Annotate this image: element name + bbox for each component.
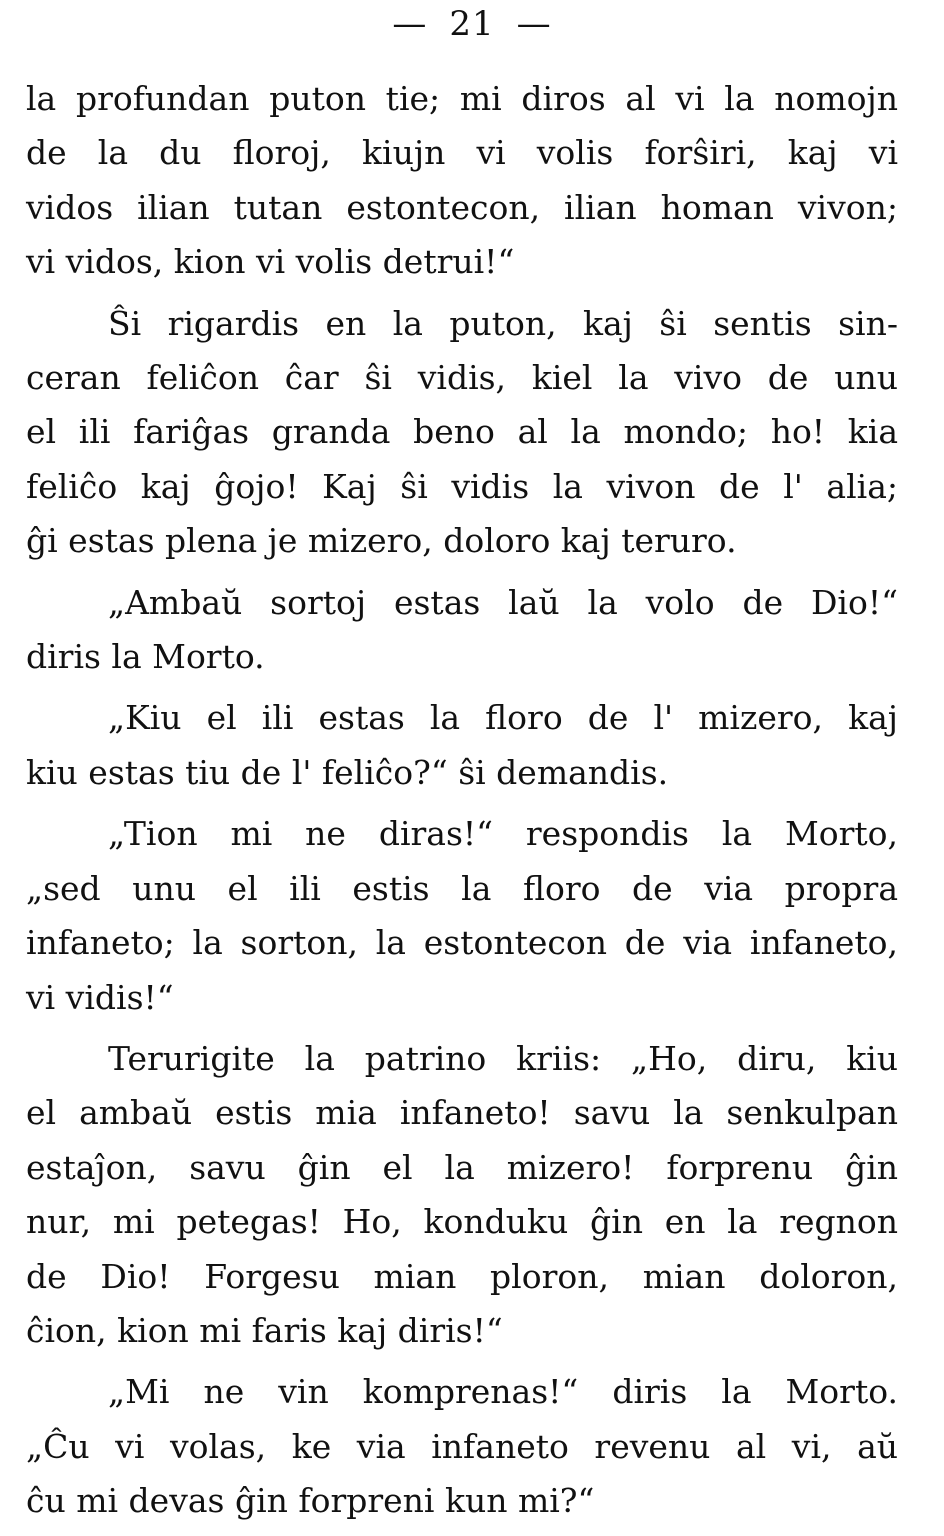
text-line: diris la Morto. [26, 637, 265, 677]
text-line: Terurigite la patrino kriis: „Ho, diru, kiu [108, 1038, 898, 1078]
text-line: el ili fariĝas granda beno al la mondo; ho! kia [26, 412, 898, 452]
paragraph [26, 807, 898, 1025]
header-dash-left: — [392, 4, 428, 44]
text-line: „sed unu el ili estis la floro de via propra [26, 868, 898, 908]
text-line: feliĉo kaj ĝojo! Kaj ŝi vidis la vivon de l' alia; [26, 466, 898, 506]
text-line: de Dio! Forgesu mian ploron, mian doloron, [26, 1256, 898, 1296]
paragraph [26, 297, 898, 569]
paragraph [26, 1365, 898, 1528]
text-line: estaĵon, savu ĝin el la mizero! forprenu ĝin [26, 1147, 898, 1187]
paragraph [26, 1032, 898, 1358]
text-line: de la du floroj, kiujn vi volis forŝiri, kaj vi [26, 133, 898, 173]
text-line: la profundan puton tie; mi diros al vi la nomojn [26, 79, 898, 118]
text-line: „Ambaŭ sortoj estas laŭ la volo de Dio!“ [108, 582, 898, 622]
text-line: „Mi ne vin komprenas!“ diris la Morto. [108, 1372, 898, 1412]
header-dash-right: — [516, 4, 552, 44]
paragraph [26, 72, 898, 290]
text-line: vidos ilian tutan estontecon, ilian homan vivon; [26, 187, 898, 227]
text-line: „Ĉu vi volas, ke via infaneto revenu al vi, aŭ [26, 1426, 898, 1466]
text-line: Ŝi rigardis en la puton, kaj ŝi sentis sin- [108, 303, 898, 343]
text-line: vi vidis!“ [26, 977, 174, 1017]
text-line: kiu estas tiu de l' feliĉo?“ ŝi demandis. [26, 752, 669, 792]
paragraph [26, 576, 898, 685]
text-line: ceran feliĉon ĉar ŝi vidis, kiel la vivo de unu [26, 358, 898, 398]
text-line: infaneto; la sorton, la estontecon de via infaneto, [26, 923, 898, 963]
text-line: „Kiu el ili estas la floro de l' mizero, kaj [108, 698, 898, 738]
page-number: 21 [449, 4, 495, 44]
body-text [26, 72, 898, 1536]
text-line: „Tion mi ne diras!“ respondis la Morto, [108, 814, 898, 854]
text-line: ĉion, kion mi faris kaj diris!“ [26, 1310, 503, 1350]
paragraph [26, 691, 898, 800]
page-number-header [0, 4, 944, 44]
text-line: ĉu mi devas ĝin forpreni kun mi?“ [26, 1481, 595, 1521]
text-line: vi vidos, kion vi volis detrui!“ [26, 242, 515, 282]
text-line: nur, mi petegas! Ho, konduku ĝin en la regnon [26, 1202, 898, 1242]
text-line: el ambaŭ estis mia infaneto! savu la senkulpan [26, 1093, 898, 1133]
text-line: ĝi estas plena je mizero, doloro kaj teruro. [26, 521, 737, 561]
